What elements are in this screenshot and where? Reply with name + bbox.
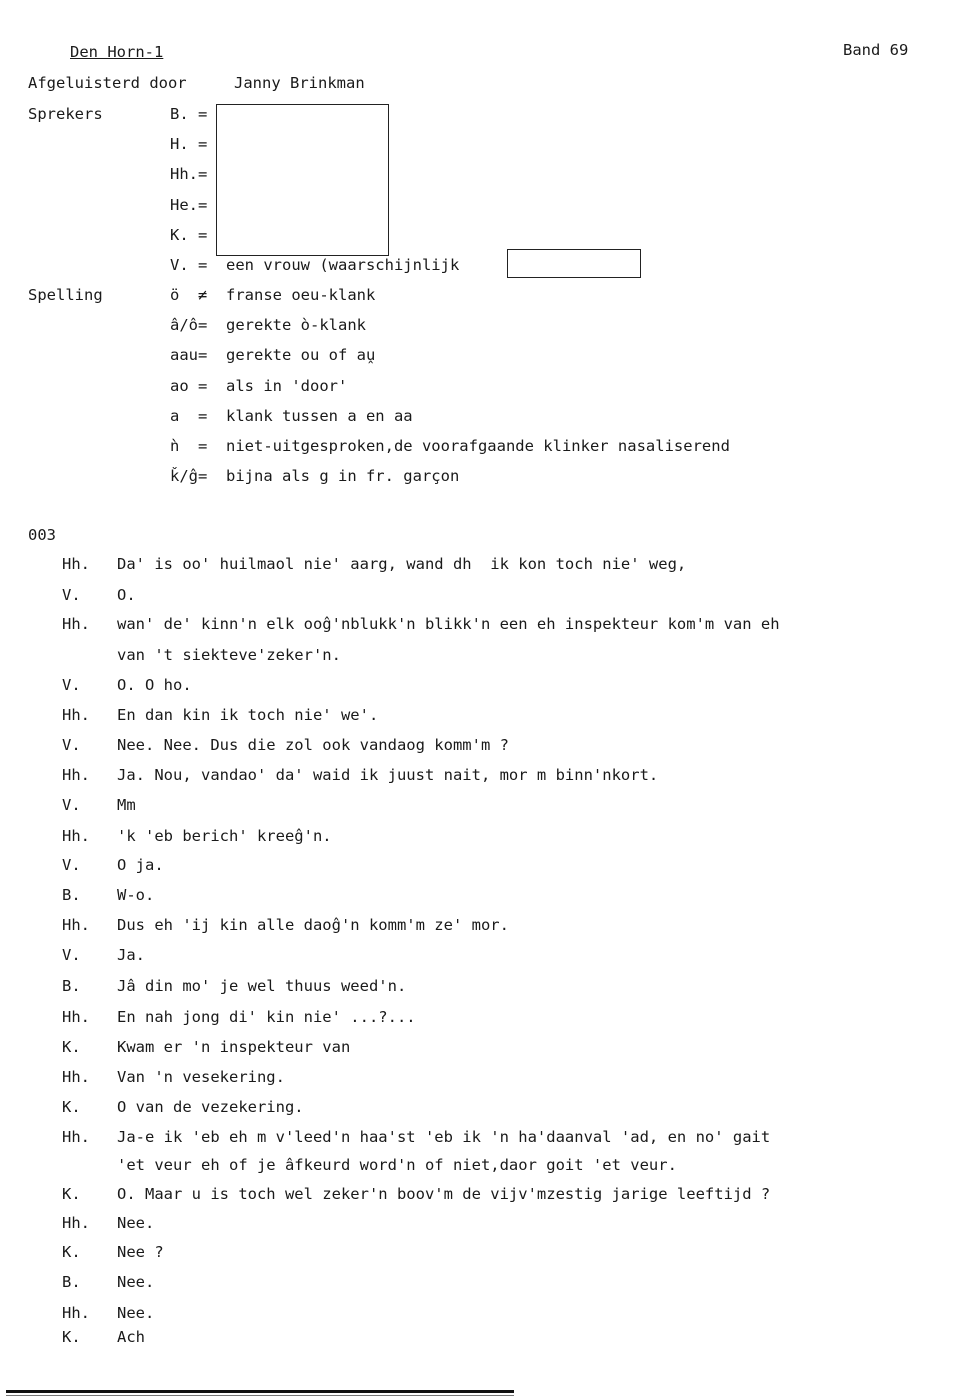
speaker-tag: Hh. — [62, 766, 90, 784]
utterance: Nee. Nee. Dus die zol ook vandaog komm'm ? — [117, 736, 509, 754]
utterance: Nee ? — [117, 1243, 164, 1261]
speaker-tag: Hh. — [62, 916, 90, 934]
speaker-tag: K. — [62, 1098, 81, 1116]
utterance: van 't siekteve'zeker'n. — [117, 646, 341, 664]
speaker-tag: V. — [62, 856, 81, 874]
speaker-tag: B. — [62, 886, 81, 904]
spelling-symbol: ao = — [170, 376, 208, 395]
utterance: Ach — [117, 1328, 145, 1346]
utterance: Dus eh 'ij kin alle daoĝ'n komm'm ze' mor. — [117, 916, 509, 934]
speaker-tag: K. — [62, 1243, 81, 1261]
speaker-tag: Hh. — [62, 1128, 90, 1146]
spelling-symbol: â/ô= — [170, 316, 208, 335]
speaker-tag: V. — [62, 586, 81, 604]
utterance: O. Maar u is toch wel zeker'n boov'm de vijv'mzestig jarige leeftijd ? — [117, 1185, 771, 1203]
speaker-tag: Hh. — [62, 615, 90, 633]
listener-name: Janny Brinkman — [234, 74, 365, 92]
speakers-label: Sprekers — [28, 105, 103, 123]
speaker-code: Hh.= — [170, 165, 208, 184]
spelling-desc: bijna als g in fr. garçon — [226, 467, 460, 486]
utterance: W-o. — [117, 886, 155, 904]
utterance: 'et veur eh of je âfkeurd word'n of niet,daor goit 'et veur. — [117, 1156, 677, 1174]
utterance: 'k 'eb berich' kreeĝ'n. — [117, 827, 332, 845]
speaker-code: H. = — [170, 135, 208, 154]
spelling-symbol: a = — [170, 406, 208, 425]
document-title: Den Horn-1 — [70, 43, 164, 61]
speaker-tag: Hh. — [62, 1008, 90, 1026]
spelling-desc: franse oeu-klank — [226, 286, 376, 304]
speaker-tag: Hh. — [62, 1214, 90, 1232]
utterance: Nee. — [117, 1273, 155, 1291]
utterance: Nee. — [117, 1304, 155, 1322]
speaker-redaction-box — [216, 104, 389, 256]
utterance: Kwam er 'n inspekteur van — [117, 1038, 351, 1056]
speaker-tag: K. — [62, 1328, 81, 1346]
speaker-v-redaction-box — [507, 249, 641, 278]
spelling-desc: gerekte ò-klank — [226, 316, 366, 335]
speaker-tag: V. — [62, 796, 81, 814]
spelling-desc: gerekte ou of aṷ — [226, 346, 376, 365]
spelling-desc: niet-uitgesproken,de voorafgaande klinker nasaliserend — [226, 437, 730, 455]
speaker-tag: Hh. — [62, 706, 90, 724]
spelling-symbol: ǹ = — [170, 437, 208, 455]
utterance: En dan kin ik toch nie' we'. — [117, 706, 379, 724]
spelling-symbol: ǩ/ĝ= — [170, 467, 208, 486]
utterance: O van de vezekering. — [117, 1098, 304, 1116]
utterance: En nah jong di' kin nie' ...?... — [117, 1008, 416, 1026]
utterance: O. — [117, 586, 136, 604]
spelling-symbol: ö ≠ — [170, 286, 208, 304]
speaker-tag: B. — [62, 1273, 81, 1291]
speaker-code: B. = — [170, 105, 208, 123]
spelling-desc: als in 'door' — [226, 376, 348, 395]
utterance: Van 'n vesekering. — [117, 1068, 285, 1086]
utterance: wan' de' kinn'n elk ooĝ'nblukk'n blikk'n een eh inspekteur kom'm van eh — [117, 615, 780, 633]
speaker-desc: een vrouw (waarschijnlijk — [226, 256, 460, 274]
speaker-code: K. = — [170, 225, 208, 244]
utterance: O ja. — [117, 856, 164, 874]
spelling-symbol: aau= — [170, 346, 208, 365]
spelling-label: Spelling — [28, 286, 103, 304]
utterance: Jâ din mo' je wel thuus weed'n. — [117, 977, 407, 995]
utterance: Nee. — [117, 1214, 155, 1232]
bottom-rule-thin — [6, 1395, 514, 1396]
speaker-tag: V. — [62, 676, 81, 694]
section-number: 003 — [28, 526, 56, 544]
speaker-tag: Hh. — [62, 555, 90, 573]
spelling-desc: klank tussen a en aa — [226, 406, 413, 425]
speaker-tag: K. — [62, 1185, 81, 1203]
speaker-tag: V. — [62, 946, 81, 964]
utterance: O. O ho. — [117, 676, 192, 694]
speaker-tag: Hh. — [62, 1304, 90, 1322]
utterance: Ja. Nou, vandao' da' waid ik juust nait, mor m binn'nkort. — [117, 766, 659, 784]
bottom-rule — [6, 1390, 514, 1393]
speaker-tag: Hh. — [62, 827, 90, 845]
speaker-tag: Hh. — [62, 1068, 90, 1086]
utterance: Da' is oo' huilmaol nie' aarg, wand dh ik kon toch nie' weg, — [117, 555, 687, 573]
utterance: Ja-e ik 'eb eh m v'leed'n haa'st 'eb ik 'n ha'daanval 'ad, en no' gait — [117, 1128, 771, 1146]
speaker-code: He.= — [170, 195, 208, 214]
band-number: Band 69 — [843, 41, 909, 59]
speaker-tag: V. — [62, 736, 81, 754]
utterance: Ja. — [117, 946, 145, 964]
speaker-tag: B. — [62, 977, 81, 995]
listened-label: Afgeluisterd door — [28, 74, 187, 92]
speaker-tag: K. — [62, 1038, 81, 1056]
utterance: Mm — [117, 796, 136, 814]
speaker-code: V. = — [170, 256, 208, 274]
